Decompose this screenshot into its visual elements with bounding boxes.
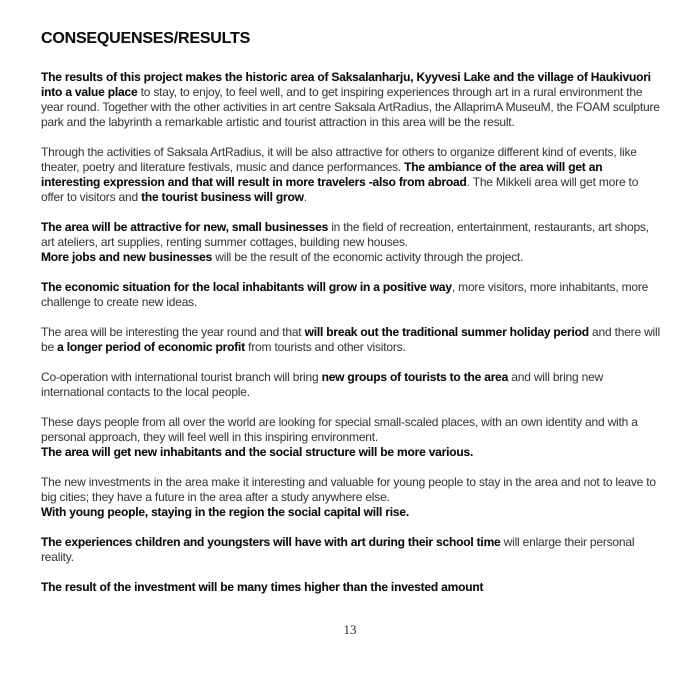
document-content [41,30,663,610]
paragraph-text-bold: The results of this project makes the historic area of Saksalanharju, Kyyvesi Lake and the village of Haukivuori into a value place [41,70,651,99]
paragraph-text: will be the result of the economic activity through the project. [212,250,524,264]
paragraph-text-bold: More jobs and new businesses [41,250,213,264]
paragraph [41,220,663,265]
paragraph-text: and will bring new international contacts to the local people. [41,370,604,399]
paragraph [41,70,663,130]
paragraph [41,145,663,205]
paragraph-text: in the field of recreation, entertainment, restaurants, art shops, art ateliers, art supplies, renting summer cottages, building new houses. [41,220,649,249]
document-body [41,70,663,595]
paragraph [41,475,663,520]
paragraph [41,280,663,310]
paragraph-text: , more visitors, more inhabitants, more challenge to create new ideas. [41,280,649,309]
paragraph-text-bold: a longer period of economic profit [57,340,245,354]
paragraph-text-bold: The economic situation for the local inhabitants will grow in a positive way [41,280,452,294]
paragraph-text: and there will be [41,325,660,354]
paragraph-text: . [303,190,307,204]
paragraph-text-bold: new groups of tourists to the area [321,370,509,384]
paragraph-text-bold: With young people, staying in the region the social capital will rise. [41,505,409,519]
paragraph-text-bold: The experiences children and youngsters will have with art during their school time [41,535,501,549]
page-number: 13 [343,622,357,637]
paragraph-text-bold: will break out the traditional summer holiday period [304,325,589,339]
paragraph-text: from tourists and other visitors. [244,340,406,354]
paragraph [41,580,663,595]
paragraph-text-bold: The result of the investment will be many times higher than the invested amount [41,580,484,594]
paragraph-text-bold: The area will get new inhabitants and the social structure will be more various. [41,445,474,459]
paragraph-text: will enlarge their personal reality. [41,535,635,564]
paragraph-text: These days people from all over the world are looking for special small-scaled places, with an own identity and with a personal approach, they will feel well in this inspiring environment. [41,415,638,444]
paragraph-text: to stay, to enjoy, to feel well, and to get inspiring experiences through art in a rural environment the year round. Together with the other activities in art centre Saksala ArtRadius, the AllaprimA MuseuM, the FOAM sculpture park and the labyrinth a remarkable artistic and tourist attraction in this area will be the result. [41,85,660,129]
paragraph-text: The area will be interesting the year round and that [41,325,305,339]
paragraph [41,535,663,565]
paragraph-text: The new investments in the area make it interesting and valuable for young people to stay in the area and not to leave to big cities; they have a future in the area after a study anywhere else. [41,475,656,504]
paragraph-text: . The Mikkeli area will get more to offer to visitors and [41,175,639,204]
paragraph-text: Through the activities of Saksala ArtRadius, it will be also attractive for others to organize different kind of events, like theater, poetry and literature festivals, music and dance performances. [41,145,637,174]
paragraph [41,325,663,355]
paragraph-text-bold: the tourist business will grow [141,190,304,204]
paragraph [41,370,663,400]
paragraph-text: Co-operation with international tourist branch will bring [41,370,322,384]
paragraph-text-bold: The ambiance of the area will get an interesting expression and that will result in more travelers -also from abroad [41,160,603,189]
paragraph [41,415,663,460]
paragraph-text-bold: The area will be attractive for new, small businesses [41,220,329,234]
page-title: CONSEQUENSES/RESULTS [41,30,251,47]
